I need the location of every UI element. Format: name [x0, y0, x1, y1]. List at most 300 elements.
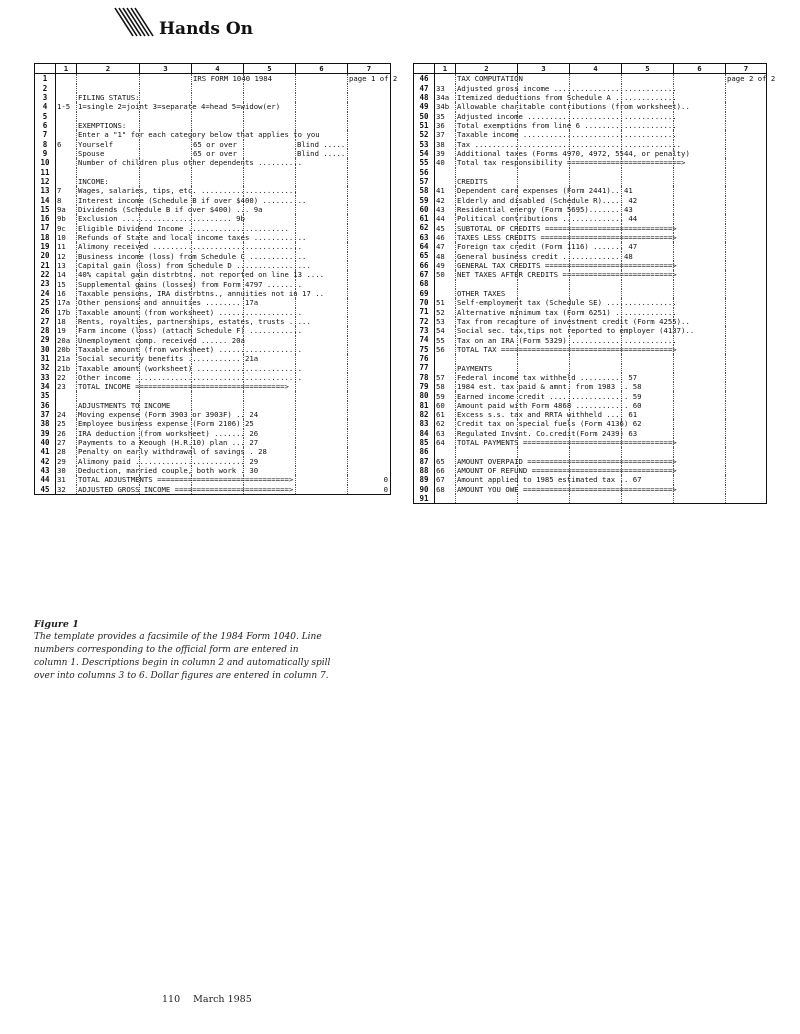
amount-cell[interactable] — [726, 224, 767, 233]
amount-cell[interactable] — [726, 261, 767, 270]
cell-col4[interactable] — [192, 373, 244, 382]
description-cell[interactable] — [456, 280, 518, 289]
description-cell[interactable]: Dividends (Schedule B if over $400) ... 9a — [78, 204, 263, 214]
amount-cell[interactable] — [726, 391, 767, 400]
line-number-cell[interactable]: 55 — [435, 336, 456, 345]
amount-cell[interactable] — [348, 429, 391, 438]
cell-col5[interactable] — [622, 289, 674, 298]
cell-col3[interactable] — [140, 466, 192, 475]
description-cell[interactable]: 1=single 2=joint 3=separate 4=head 5=widow(er) — [78, 102, 281, 112]
cell-col3[interactable] — [518, 466, 570, 475]
description-cell[interactable]: Allowable charitable contributions (from worksheet).. — [457, 102, 690, 112]
line-number-cell[interactable]: 64 — [435, 438, 456, 447]
cell-col5[interactable] — [622, 112, 674, 121]
line-number-cell[interactable]: 22 — [56, 373, 77, 382]
cell-col3[interactable] — [140, 373, 192, 382]
cell-col5[interactable] — [622, 130, 674, 139]
cell-col6[interactable] — [296, 186, 348, 195]
line-number-cell[interactable] — [56, 158, 77, 167]
cell-col4[interactable] — [192, 289, 244, 298]
cell-col6[interactable] — [296, 391, 348, 400]
cell-col3[interactable] — [140, 289, 192, 298]
cell-col6[interactable] — [296, 308, 348, 317]
cell-col6[interactable] — [674, 354, 726, 363]
description-cell[interactable]: IRA deduction (from worksheet) ....... 26 — [78, 428, 259, 438]
cell-col5[interactable] — [244, 345, 296, 354]
cell-col4[interactable] — [570, 196, 622, 205]
line-number-cell[interactable] — [56, 391, 77, 400]
line-number-cell[interactable]: 61 — [435, 410, 456, 419]
line-number-cell[interactable]: 17a — [56, 298, 77, 307]
cell-col4[interactable] — [192, 438, 244, 447]
line-number-cell[interactable]: 38 — [435, 140, 456, 149]
cell-col3[interactable] — [518, 289, 570, 298]
line-number-cell[interactable]: 7 — [56, 186, 77, 195]
amount-cell[interactable] — [348, 289, 391, 298]
cell-col5[interactable] — [622, 224, 674, 233]
description-cell[interactable]: Penalty on early withdrawal of savings . 28 — [78, 447, 267, 457]
cell-col6[interactable] — [674, 196, 726, 205]
amount-cell[interactable] — [726, 475, 767, 484]
cell-col5[interactable] — [244, 140, 296, 149]
description-cell[interactable]: Tax on an IRA (Form 5329) ........................ — [457, 335, 677, 345]
cell-col4[interactable] — [192, 382, 244, 391]
amount-cell[interactable] — [726, 140, 767, 149]
cell-col3[interactable] — [518, 205, 570, 214]
cell-col4[interactable] — [570, 354, 622, 363]
description-cell[interactable]: PAYMENTS — [456, 364, 518, 373]
cell-col3[interactable] — [140, 93, 192, 102]
cell-col6[interactable] — [296, 233, 348, 242]
amount-cell[interactable] — [348, 140, 391, 149]
cell-col6[interactable] — [296, 317, 348, 326]
cell-col6[interactable] — [674, 168, 726, 177]
cell-col3[interactable] — [518, 242, 570, 251]
cell-col4[interactable] — [570, 373, 622, 382]
cell-col6[interactable] — [674, 401, 726, 410]
cell-col3[interactable] — [140, 354, 192, 363]
description-cell[interactable]: Tax from recapture of investment credit (Form 4255).. — [457, 316, 690, 326]
line-number-cell[interactable]: 41 — [435, 186, 456, 195]
cell-col5[interactable] — [244, 429, 296, 438]
line-number-cell[interactable]: 34a — [435, 93, 456, 102]
line-number-cell[interactable]: 44 — [435, 214, 456, 223]
cell-col3[interactable] — [140, 280, 192, 289]
line-number-cell[interactable]: 34b — [435, 102, 456, 111]
cell-col4[interactable] — [192, 102, 244, 111]
line-number-cell[interactable] — [56, 121, 77, 130]
description-cell[interactable]: TOTAL TAX =======================================> — [457, 344, 677, 354]
cell-col5[interactable] — [244, 186, 296, 195]
line-number-cell[interactable] — [56, 149, 77, 158]
cell-col4[interactable] — [570, 205, 622, 214]
amount-cell[interactable] — [726, 214, 767, 223]
cell-col3[interactable] — [518, 308, 570, 317]
cell-col3[interactable] — [518, 214, 570, 223]
line-number-cell[interactable]: 45 — [435, 224, 456, 233]
line-number-cell[interactable]: 60 — [435, 401, 456, 410]
cell-col6[interactable] — [296, 121, 348, 130]
amount-cell[interactable] — [726, 102, 767, 111]
cell-col3[interactable] — [140, 196, 192, 205]
cell-col5[interactable] — [244, 447, 296, 456]
line-number-cell[interactable]: 21a — [56, 354, 77, 363]
cell-col3[interactable] — [518, 317, 570, 326]
description-cell[interactable]: Supplemental gains (losses) from Form 4797 ........ — [78, 279, 303, 289]
amount-cell[interactable] — [348, 158, 391, 167]
cell-col5[interactable] — [622, 84, 674, 93]
cell-col6[interactable] — [674, 280, 726, 289]
cell-col3[interactable] — [518, 401, 570, 410]
cell-col3[interactable] — [518, 177, 570, 186]
description-cell[interactable]: AMOUNT YOU OWE ==================================> — [457, 484, 677, 494]
cell-col4[interactable] — [570, 429, 622, 438]
line-number-cell[interactable]: 58 — [435, 382, 456, 391]
cell-col4[interactable]: 65 or over — [192, 140, 244, 149]
cell-col3[interactable] — [140, 186, 192, 195]
cell-col6[interactable] — [296, 280, 348, 289]
description-cell[interactable]: AMOUNT OVERPAID =================================> — [457, 456, 677, 466]
amount-cell[interactable] — [348, 457, 391, 466]
line-number-cell[interactable]: 28 — [56, 447, 77, 456]
cell-col5[interactable] — [244, 270, 296, 279]
cell-col3[interactable] — [140, 298, 192, 307]
description-cell[interactable]: Business income (loss) from Schedule C ............. — [78, 251, 307, 261]
cell-col4[interactable]: 65 or over — [192, 149, 244, 158]
cell-col4[interactable] — [192, 317, 244, 326]
cell-col5[interactable] — [622, 205, 674, 214]
cell-col3[interactable] — [518, 130, 570, 139]
cell-col4[interactable] — [570, 186, 622, 195]
description-cell[interactable]: Tax ............................................... — [457, 139, 682, 149]
cell-col4[interactable] — [570, 308, 622, 317]
description-cell[interactable]: Deduction, married couple, both work . 30 — [78, 466, 259, 476]
cell-col5[interactable] — [244, 252, 296, 261]
line-number-cell[interactable]: 11 — [56, 242, 77, 251]
cell-col6[interactable] — [296, 224, 348, 233]
cell-col4[interactable] — [192, 354, 244, 363]
amount-cell[interactable] — [348, 298, 391, 307]
cell-col6[interactable] — [296, 326, 348, 335]
cell-col5[interactable] — [244, 336, 296, 345]
description-cell[interactable]: Enter a "1" for each category below that applies to you — [78, 130, 320, 140]
amount-cell[interactable] — [726, 457, 767, 466]
cell-col5[interactable] — [244, 102, 296, 111]
description-cell[interactable]: Employee business expense (Form 2106) 25 — [78, 419, 254, 429]
cell-col6[interactable] — [296, 102, 348, 111]
cell-col6[interactable] — [296, 93, 348, 102]
line-number-cell[interactable]: 37 — [435, 130, 456, 139]
description-cell[interactable]: Capital gain (loss) from Schedule D ................. — [78, 260, 311, 270]
description-cell[interactable]: Alternative minimum tax (Form 6251) .............. — [457, 307, 677, 317]
cell-col3[interactable] — [518, 391, 570, 400]
cell-col4[interactable] — [570, 494, 622, 504]
line-number-cell[interactable]: 59 — [435, 391, 456, 400]
cell-col6[interactable] — [296, 270, 348, 279]
cell-col4[interactable] — [570, 270, 622, 279]
cell-col5[interactable] — [244, 196, 296, 205]
line-number-cell[interactable] — [435, 364, 456, 373]
cell-col3[interactable] — [518, 280, 570, 289]
cell-col4[interactable] — [192, 130, 244, 139]
cell-col4[interactable] — [570, 242, 622, 251]
line-number-cell[interactable]: 68 — [435, 485, 456, 494]
cell-col3[interactable] — [518, 485, 570, 494]
amount-cell[interactable] — [348, 224, 391, 233]
cell-col6[interactable] — [296, 438, 348, 447]
description-cell[interactable] — [456, 447, 518, 456]
cell-col4[interactable] — [192, 410, 244, 419]
line-number-cell[interactable]: 49 — [435, 261, 456, 270]
description-cell[interactable]: Taxable pensions, IRA distrbtns., annuities not in 17 .. — [78, 288, 325, 298]
cell-col5[interactable] — [622, 317, 674, 326]
description-cell[interactable]: Social sec. tax,tips not reported to employer (4137).. — [457, 326, 695, 336]
cell-col6[interactable] — [674, 261, 726, 270]
cell-col3[interactable] — [518, 102, 570, 111]
description-cell[interactable]: Foreign tax credit (Form 1116) ....... 47 — [457, 242, 638, 252]
cell-col6[interactable] — [674, 485, 726, 494]
cell-col4[interactable] — [192, 298, 244, 307]
cell-col3[interactable] — [518, 74, 570, 84]
amount-cell[interactable] — [348, 382, 391, 391]
cell-col4[interactable] — [570, 298, 622, 307]
description-cell[interactable]: Regulated Invsnt. Co.credit(Form 2439) 63 — [457, 428, 638, 438]
line-number-cell[interactable]: 31 — [56, 475, 77, 484]
cell-col5[interactable] — [244, 438, 296, 447]
cell-col6[interactable] — [296, 112, 348, 121]
description-cell[interactable]: Other pensions and annuities ........ 17a — [78, 298, 259, 308]
amount-cell[interactable] — [348, 214, 391, 223]
cell-col4[interactable] — [192, 466, 244, 475]
line-number-cell[interactable]: 8 — [56, 196, 77, 205]
cell-col4[interactable] — [570, 457, 622, 466]
description-cell[interactable]: Excess s.s. tax and RRTA withheld .... 61 — [457, 410, 638, 420]
amount-cell[interactable] — [348, 373, 391, 382]
line-number-cell[interactable] — [56, 112, 77, 121]
cell-col5[interactable] — [622, 336, 674, 345]
amount-cell[interactable] — [726, 289, 767, 298]
line-number-cell[interactable]: 32 — [56, 485, 77, 495]
cell-col3[interactable] — [140, 485, 192, 495]
cell-col3[interactable] — [518, 336, 570, 345]
line-number-cell[interactable]: 1-5 — [56, 102, 77, 111]
description-cell[interactable]: Rents, royalties, partnerships, estates, trusts ..... — [78, 316, 311, 326]
line-number-cell[interactable]: 62 — [435, 419, 456, 428]
description-cell[interactable]: General business credit ............. 48 — [457, 251, 633, 261]
line-number-cell[interactable] — [435, 74, 456, 84]
line-number-cell[interactable]: 67 — [435, 475, 456, 484]
cell-col4[interactable] — [570, 345, 622, 354]
cell-col3[interactable] — [140, 410, 192, 419]
cell-col3[interactable] — [518, 298, 570, 307]
cell-col6[interactable] — [674, 336, 726, 345]
cell-col5[interactable] — [622, 252, 674, 261]
cell-col5[interactable] — [244, 485, 296, 495]
cell-col3[interactable] — [140, 112, 192, 121]
cell-col5[interactable] — [622, 382, 674, 391]
cell-col3[interactable] — [140, 382, 192, 391]
cell-col3[interactable] — [140, 102, 192, 111]
cell-col3[interactable] — [518, 457, 570, 466]
cell-col5[interactable] — [244, 84, 296, 93]
line-number-cell[interactable]: 65 — [435, 457, 456, 466]
cell-col3[interactable] — [140, 401, 192, 410]
description-cell[interactable]: Federal income tax withheld .......... 57 — [457, 372, 638, 382]
cell-col6[interactable] — [674, 121, 726, 130]
cell-col5[interactable] — [622, 345, 674, 354]
cell-col6[interactable] — [674, 186, 726, 195]
cell-col3[interactable] — [140, 177, 192, 186]
cell-col4[interactable] — [570, 130, 622, 139]
line-number-cell[interactable]: 66 — [435, 466, 456, 475]
line-number-cell[interactable]: 52 — [435, 308, 456, 317]
cell-col5[interactable] — [244, 242, 296, 251]
cell-col6[interactable] — [296, 466, 348, 475]
amount-cell[interactable] — [726, 280, 767, 289]
cell-col6[interactable] — [296, 410, 348, 419]
cell-col4[interactable] — [570, 438, 622, 447]
amount-cell[interactable] — [348, 270, 391, 279]
cell-col4[interactable] — [570, 485, 622, 494]
cell-col5[interactable] — [244, 280, 296, 289]
cell-col3[interactable] — [518, 364, 570, 373]
cell-col5[interactable] — [622, 261, 674, 270]
cell-col6[interactable] — [296, 336, 348, 345]
amount-cell[interactable] — [348, 112, 391, 121]
cell-col5[interactable] — [244, 364, 296, 373]
description-cell[interactable]: FILING STATUS: — [78, 93, 140, 102]
cell-col5[interactable] — [622, 438, 674, 447]
description-cell[interactable]: TAXES LESS CREDITS ==============================> — [457, 232, 677, 242]
cell-col5[interactable] — [244, 391, 296, 400]
cell-col5[interactable] — [244, 457, 296, 466]
cell-col3[interactable] — [518, 84, 570, 93]
amount-cell[interactable] — [348, 326, 391, 335]
description-cell[interactable]: Other income ...................................... — [78, 372, 303, 382]
description-cell[interactable]: TOTAL PAYMENTS ==================================> — [457, 438, 677, 448]
cell-col3[interactable] — [518, 373, 570, 382]
cell-col3[interactable] — [140, 121, 192, 130]
description-cell[interactable]: ADJUSTED GROSS INCOME ==========================> — [78, 484, 294, 494]
cell-col3[interactable] — [140, 261, 192, 270]
amount-cell[interactable] — [348, 130, 391, 139]
description-cell[interactable]: Taxable amount (from worksheet) ................... — [78, 307, 303, 317]
cell-col3[interactable] — [140, 74, 192, 84]
cell-col4[interactable] — [570, 149, 622, 158]
cell-col6[interactable] — [674, 382, 726, 391]
cell-col3[interactable] — [140, 270, 192, 279]
cell-col4[interactable] — [570, 364, 622, 373]
cell-col5[interactable] — [622, 214, 674, 223]
cell-col4[interactable] — [570, 233, 622, 242]
description-cell[interactable]: EXEMPTIONS: — [77, 121, 140, 130]
cell-col3[interactable] — [140, 326, 192, 335]
amount-cell[interactable] — [726, 158, 767, 167]
description-cell[interactable]: Adjusted income .................................. — [457, 111, 677, 121]
amount-cell[interactable] — [348, 317, 391, 326]
line-number-cell[interactable]: 18 — [56, 317, 77, 326]
cell-col4[interactable] — [192, 121, 244, 130]
cell-col3[interactable] — [140, 158, 192, 167]
description-cell[interactable] — [77, 168, 140, 177]
cell-col6[interactable] — [674, 140, 726, 149]
cell-col6[interactable] — [674, 494, 726, 504]
cell-col5[interactable] — [244, 112, 296, 121]
amount-cell[interactable]: page 1 of 2 — [349, 74, 398, 84]
cell-col4[interactable] — [192, 345, 244, 354]
description-cell[interactable]: CREDITS — [456, 177, 518, 186]
description-cell[interactable]: Alimony paid ......................... 29 — [78, 456, 259, 466]
cell-col4[interactable] — [192, 447, 244, 456]
amount-cell[interactable] — [348, 410, 391, 419]
amount-cell[interactable] — [726, 121, 767, 130]
description-cell[interactable]: Political contributions .............. 44 — [457, 214, 638, 224]
amount-cell[interactable] — [726, 298, 767, 307]
cell-col6[interactable] — [674, 308, 726, 317]
cell-col6[interactable] — [674, 475, 726, 484]
cell-col6[interactable] — [674, 326, 726, 335]
line-number-cell[interactable]: 25 — [56, 419, 77, 428]
line-number-cell[interactable]: 15 — [56, 280, 77, 289]
description-cell[interactable]: 40% capital gain distrbtns. not reported on line 13 .... — [78, 270, 325, 280]
cell-col3[interactable] — [140, 140, 192, 149]
amount-cell[interactable] — [726, 196, 767, 205]
line-number-cell[interactable]: 47 — [435, 242, 456, 251]
amount-cell[interactable] — [726, 447, 767, 456]
description-cell[interactable]: Farm income (loss) (attach Schedule F) ............ — [78, 326, 303, 336]
line-number-cell[interactable] — [435, 280, 456, 289]
cell-col4[interactable] — [192, 186, 244, 195]
cell-col3[interactable] — [518, 438, 570, 447]
cell-col6[interactable] — [296, 457, 348, 466]
cell-col5[interactable] — [622, 391, 674, 400]
amount-cell[interactable] — [726, 429, 767, 438]
cell-col6[interactable] — [674, 252, 726, 261]
line-number-cell[interactable]: 57 — [435, 373, 456, 382]
amount-cell[interactable] — [726, 317, 767, 326]
amount-cell[interactable] — [348, 345, 391, 354]
line-number-cell[interactable]: 9c — [56, 224, 77, 233]
amount-cell[interactable] — [726, 242, 767, 251]
cell-col5[interactable] — [244, 121, 296, 130]
cell-col5[interactable] — [244, 289, 296, 298]
cell-col6[interactable] — [296, 158, 348, 167]
line-number-cell[interactable]: 14 — [56, 270, 77, 279]
cell-col6[interactable] — [674, 158, 726, 167]
cell-col4[interactable] — [570, 121, 622, 130]
amount-cell[interactable] — [348, 149, 391, 158]
line-number-cell[interactable]: 17b — [56, 308, 77, 317]
cell-col6[interactable] — [674, 410, 726, 419]
cell-col6[interactable] — [674, 205, 726, 214]
cell-col6[interactable] — [674, 84, 726, 93]
cell-col3[interactable] — [140, 168, 192, 177]
amount-cell[interactable] — [726, 177, 767, 186]
cell-col3[interactable] — [518, 475, 570, 484]
cell-col5[interactable] — [622, 140, 674, 149]
line-number-cell[interactable]: 26 — [56, 429, 77, 438]
description-cell[interactable]: Refunds of State and local income taxes ............ — [78, 232, 307, 242]
cell-col3[interactable] — [518, 121, 570, 130]
cell-col3[interactable] — [140, 149, 192, 158]
cell-col3[interactable] — [140, 364, 192, 373]
cell-col4[interactable] — [192, 196, 244, 205]
amount-cell[interactable] — [348, 233, 391, 242]
cell-col5[interactable] — [244, 410, 296, 419]
cell-col6[interactable] — [296, 84, 348, 93]
line-number-cell[interactable]: 12 — [56, 252, 77, 261]
cell-col4[interactable] — [192, 308, 244, 317]
